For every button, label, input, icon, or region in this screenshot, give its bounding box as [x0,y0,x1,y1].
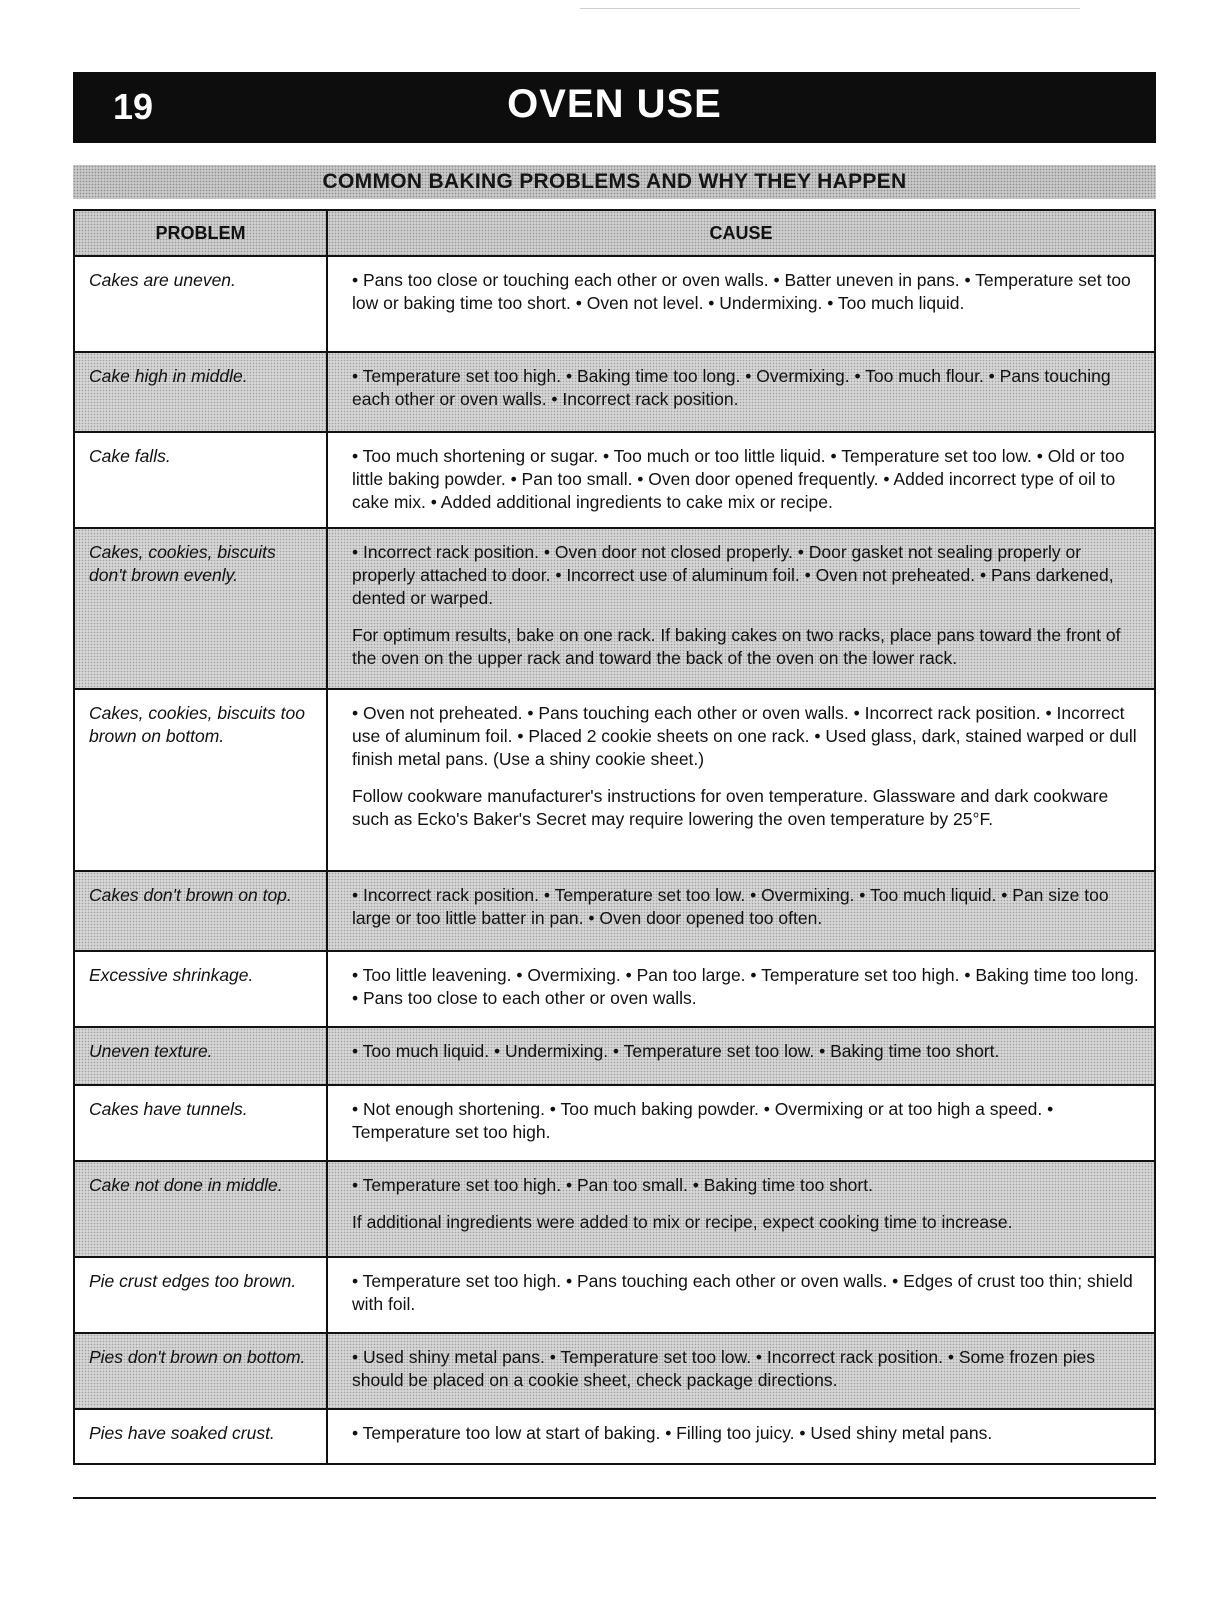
table-row [74,1333,1155,1409]
table-row [74,1085,1155,1161]
cause-cell [327,1409,1155,1464]
table-row [74,1257,1155,1333]
cause-note: If additional ingredients were added to mix or recipe, expect cooking time to increase. [352,1212,1013,1232]
cause-text: • Temperature too low at start of baking. • Filling too juicy. • Used shiny metal pans. [352,1423,993,1443]
page-title: OVEN USE [507,82,722,126]
cause-cell [327,871,1155,951]
cause-text: • Temperature set too high. • Pans touching each other or oven walls. • Edges of crust too thin; shield with foil. [352,1271,1133,1314]
cause-cell [327,528,1155,689]
table-row [74,951,1155,1027]
cause-text: • Pans too close or touching each other or oven walls. • Batter uneven in pans. • Temperature set too low or baking time too short. • Oven not level. • Undermixing. • Too much liquid. [352,270,1131,313]
problem-cell: Cake high in middle. [74,352,327,432]
section-title: COMMON BAKING PROBLEMS AND WHY THEY HAPPEN [73,165,1156,199]
footer-rule [73,1497,1156,1499]
table-row [74,689,1155,871]
table-row [74,1161,1155,1257]
cause-text: • Used shiny metal pans. • Temperature set too low. • Incorrect rack position. • Some frozen pies should be placed on a cookie sheet, check package directions. [352,1347,1095,1390]
cause-text: • Too little leavening. • Overmixing. • Pan too large. • Temperature set too high. • Baking time too long. • Pans too close to each other or oven walls. [352,965,1139,1008]
problem-cell: Pies have soaked crust. [74,1409,327,1464]
table-row [74,352,1155,432]
cause-cell [327,352,1155,432]
problem-cell: Cake falls. [74,432,327,528]
cause-text: • Not enough shortening. • Too much baking powder. • Overmixing or at too high a speed. • Temperature set too high. [352,1099,1054,1142]
cause-text: • Temperature set too high. • Baking time too long. • Overmixing. • Too much flour. • Pans touching each other or oven walls. • Incorrect rack position. [352,366,1111,409]
problem-cell: Cakes, cookies, biscuits too brown on bottom. [74,689,327,871]
problem-cell: Pie crust edges too brown. [74,1257,327,1333]
cause-note: Follow cookware manufacturer's instructions for oven temperature. Glassware and dark cookware such as Ecko's Baker's Secret may require lowering the oven temperature by 25°F. [352,786,1109,829]
table-body [74,256,1155,1464]
table-header-row [74,210,1155,256]
problem-cell: Cakes have tunnels. [74,1085,327,1161]
cause-text: • Too much liquid. • Undermixing. • Temperature set too low. • Baking time too short. [352,1041,1000,1061]
cause-cell [327,432,1155,528]
table-row [74,432,1155,528]
cause-cell [327,1257,1155,1333]
problem-cell: Uneven texture. [74,1027,327,1085]
problem-column-header: PROBLEM [74,210,327,256]
page-number: 19 [113,86,154,127]
table-row [74,256,1155,352]
problem-cell: Cakes are uneven. [74,256,327,352]
table-row [74,871,1155,951]
cause-cell [327,1333,1155,1409]
cause-column-header: CAUSE [327,210,1155,256]
cause-cell [327,1161,1155,1257]
problem-cell: Pies don't brown on bottom. [74,1333,327,1409]
cause-cell [327,256,1155,352]
cause-text: • Incorrect rack position. • Oven door not closed properly. • Door gasket not sealing properly or properly attached to door. • Incorrect use of aluminum foil. • Oven not preheated. • Pans darkened, dented or warped. [352,542,1114,608]
baking-problems-table [73,209,1156,1465]
problem-cell: Cakes don't brown on top. [74,871,327,951]
cause-cell [327,689,1155,871]
cause-text: • Oven not preheated. • Pans touching each other or oven walls. • Incorrect rack position. • Incorrect use of aluminum foil. • Placed 2 cookie sheets on one rack. • Used glass, dark, stained warped or dull finish metal pans. (Use a shiny cookie sheet.) [352,703,1137,769]
cause-note: For optimum results, bake on one rack. If baking cakes on two racks, place pans toward the front of the oven on the upper rack and toward the back of the oven on the lower rack. [352,625,1121,668]
cause-cell [327,1085,1155,1161]
problem-cell: Cakes, cookies, biscuits don't brown evenly. [74,528,327,689]
scan-artifact-line [580,8,1080,9]
cause-cell [327,1027,1155,1085]
cause-cell [327,951,1155,1027]
cause-text: • Too much shortening or sugar. • Too much or too little liquid. • Temperature set too low. • Old or too little baking powder. • Pan too small. • Oven door opened frequently. • Added incorrect type of oil to cake mix. • Added additional ingredients to cake mix or recipe. [352,446,1125,512]
table-row [74,1409,1155,1464]
problem-cell: Excessive shrinkage. [74,951,327,1027]
cause-text: • Temperature set too high. • Pan too small. • Baking time too short. [352,1175,873,1195]
page-header [73,72,1156,143]
table-row [74,1027,1155,1085]
cause-text: • Incorrect rack position. • Temperature set too low. • Overmixing. • Too much liquid. • Pan size too large or too little batter in pan. • Oven door opened too often. [352,885,1109,928]
table-row [74,528,1155,689]
problem-cell: Cake not done in middle. [74,1161,327,1257]
